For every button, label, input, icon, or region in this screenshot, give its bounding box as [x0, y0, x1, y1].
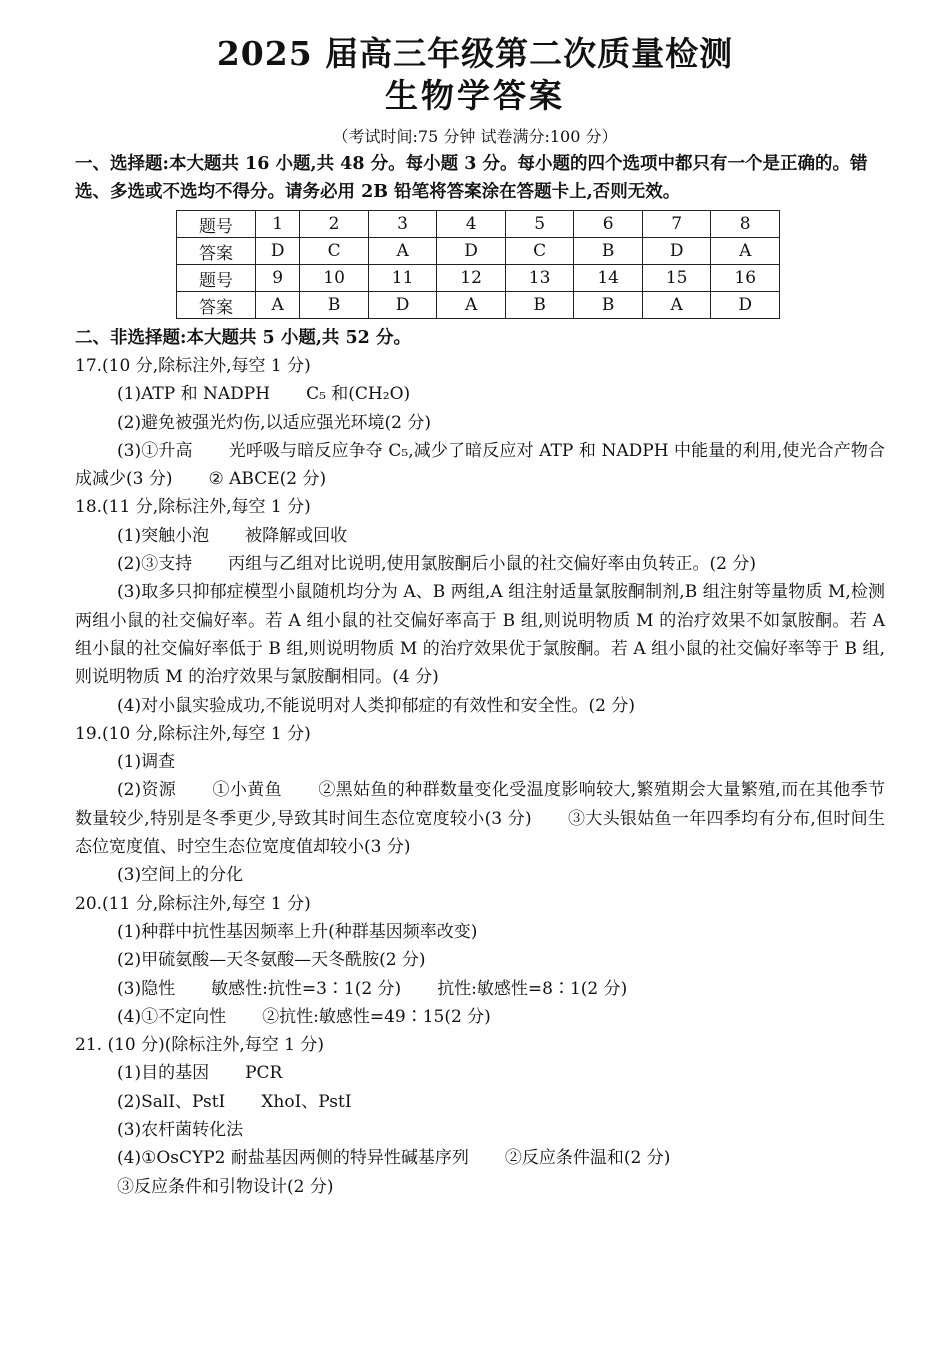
question-number: 14	[574, 265, 643, 292]
q19-heading: 19.(10 分,除标注外,每空 1 分)	[75, 723, 311, 744]
q21-answer-4	[75, 1144, 885, 1172]
table-row	[177, 211, 780, 238]
q21-answer-2-part2: XhoI、PstI	[261, 1091, 352, 1112]
answer-cell: A	[368, 238, 437, 265]
row-label-number: 题号	[177, 211, 256, 238]
q21-answer-4-part2: ②反应条件温和(2 分)	[504, 1148, 671, 1169]
exam-title: 2025 届高三年级第二次质量检测	[216, 34, 734, 73]
question-number: 11	[368, 265, 437, 292]
answer-cell: A	[642, 292, 711, 319]
q18-answer-2-part2: 丙组与乙组对比说明,使用氯胺酮后小鼠的社交偏好率由负转正。(2 分)	[228, 554, 756, 575]
answer-cell: A	[437, 292, 506, 319]
answer-cell: D	[368, 292, 437, 319]
q21-answer-5: ③反应条件和引物设计(2 分)	[117, 1176, 334, 1197]
question-number: 9	[256, 265, 300, 292]
answer-cell: D	[437, 238, 506, 265]
row-label-number: 题号	[177, 265, 256, 292]
answer-cell: C	[505, 238, 574, 265]
exam-info: （考试时间:75 分钟 试卷满分:100 分）	[332, 127, 618, 146]
section2-intro: 二、非选择题:本大题共 5 小题,共 52 分。	[75, 328, 411, 348]
question-number: 13	[505, 265, 574, 292]
q19-answer-2	[75, 776, 885, 861]
q17-answer-3-part3: ② ABCE(2 分)	[208, 469, 327, 490]
table-row	[177, 265, 780, 292]
question-number: 8	[711, 211, 780, 238]
q19-answer-2-part1: (2)资源	[117, 780, 177, 801]
q18-heading: 18.(11 分,除标注外,每空 1 分)	[75, 497, 311, 518]
question-number: 2	[300, 211, 369, 238]
answer-cell: D	[711, 292, 780, 319]
q18-answer-1-part2: 被降解或回收	[245, 525, 348, 546]
row-label-answer: 答案	[177, 292, 256, 319]
q18-answer-3: (3)取多只抑郁症模型小鼠随机均分为 A、B 两组,A 组注射适量氯胺酮制剂,B 组注射等量物质 M,检测两组小鼠的社交偏好率。若 A 组小鼠的社交偏好率高于 B 组,则说明物质 M 的治疗效果不如氯胺酮。若 A 组小鼠的社交偏好率低于 B 组,则说明物质 M 的治疗效果优于氯胺酮。若 A 组小鼠的社交偏好率等于 B 组,则说明物质 M 的治疗效果与氯胺酮相同。(4 分)	[75, 582, 885, 688]
q17-heading: 17.(10 分,除标注外,每空 1 分)	[75, 356, 311, 376]
q21-answer-1-part2: PCR	[245, 1063, 283, 1084]
question-number: 16	[711, 265, 780, 292]
q21-answer-2-part1: (2)SalI、PstI	[117, 1091, 226, 1112]
q19-answer-1: (1)调查	[117, 752, 176, 773]
answer-cell: D	[256, 238, 300, 265]
answer-cell: A	[256, 292, 300, 319]
answer-cell: D	[642, 238, 711, 265]
q21-answer-1	[75, 1059, 885, 1087]
answer-cell: B	[300, 292, 369, 319]
q20-answer-3-part1: (3)隐性	[117, 978, 176, 999]
question-number: 1	[256, 211, 300, 238]
q17-answer-1	[75, 380, 885, 408]
q17-answer-1-part1: (1)ATP 和 NADPH	[117, 384, 271, 405]
q21-answer-1-part1: (1)目的基因	[117, 1063, 210, 1084]
q20-answer-2: (2)甲硫氨酸—天冬氨酸—天冬酰胺(2 分)	[117, 950, 426, 971]
question-number: 5	[505, 211, 574, 238]
q19-answer-3: (3)空间上的分化	[117, 865, 244, 886]
q21-answer-3: (3)农杆菌转化法	[117, 1120, 244, 1141]
question-number: 4	[437, 211, 506, 238]
q18-answer-2-part1: (2)③支持	[117, 554, 193, 575]
q21-answer-2	[75, 1088, 885, 1116]
q20-answer-4	[75, 1003, 885, 1031]
q21-heading: 21. (10 分)(除标注外,每空 1 分)	[75, 1035, 325, 1056]
answer-cell: B	[574, 238, 643, 265]
q18-answer-2	[75, 550, 885, 578]
question-number: 7	[642, 211, 711, 238]
question-number: 15	[642, 265, 711, 292]
q19-answer-2-part4: ③大头银姑鱼一年四季均有分布,但时间生态位宽度值、时空生态位宽度值却较小(3 分)	[75, 808, 885, 858]
question-number: 3	[368, 211, 437, 238]
q17-answer-2: (2)避免被强光灼伤,以适应强光环境(2 分)	[117, 412, 431, 433]
q20-answer-1: (1)种群中抗性基因频率上升(种群基因频率改变)	[117, 921, 478, 942]
answer-table	[176, 210, 780, 319]
answer-cell: B	[505, 292, 574, 319]
q18-answer-4: (4)对小鼠实验成功,不能说明对人类抑郁症的有效性和安全性。(2 分)	[117, 695, 635, 716]
section2-answers	[75, 352, 885, 1201]
subject-title: 生物学答案	[385, 76, 565, 115]
q17-answer-3	[75, 437, 885, 494]
question-number: 12	[437, 265, 506, 292]
row-label-answer: 答案	[177, 238, 256, 265]
q20-heading: 20.(11 分,除标注外,每空 1 分)	[75, 893, 311, 914]
q17-answer-3-part2: 光呼吸与暗反应争夺 C₅,减少了暗反应对 ATP 和 NADPH 中能量的利用,使光合产物合成减少(3 分)	[75, 440, 885, 490]
q19-answer-2-part2: ①小黄鱼	[212, 780, 282, 801]
q17-answer-3-part1: (3)①升高	[117, 440, 193, 461]
q17-answer-1-part2: C₅ 和(CH₂O)	[306, 384, 411, 405]
q18-answer-1-part1: (1)突触小泡	[117, 525, 210, 546]
q18-answer-1	[75, 522, 885, 550]
q20-answer-4-part1: (4)①不定向性	[117, 1006, 227, 1027]
q20-answer-3	[75, 975, 885, 1003]
answer-cell: B	[574, 292, 643, 319]
q20-answer-3-part3: 抗性:敏感性=8∶1(2 分)	[437, 978, 628, 999]
answer-cell: A	[711, 238, 780, 265]
question-number: 10	[300, 265, 369, 292]
q20-answer-3-part2: 敏感性:抗性=3∶1(2 分)	[211, 978, 402, 999]
table-row	[177, 292, 780, 319]
q21-answer-4-part1: (4)①OsCYP2 耐盐基因两侧的特异性碱基序列	[117, 1148, 469, 1169]
q19-answer-2-part3: ②黑姑鱼的种群数量变化受温度影响较大,繁殖期会大量繁殖,而在其他季节数量较少,特别是冬季更少,导致其时间生态位宽度较小(3 分)	[75, 780, 885, 829]
table-row	[177, 238, 780, 265]
section1-intro: 一、选择题:本大题共 16 小题,共 48 分。每小题 3 分。每小题的四个选项中都只有一个是正确的。错选、多选或不选均不得分。请务必用 2B 铅笔将答案涂在答题卡上,否则无效。	[75, 154, 868, 202]
q20-answer-4-part2: ②抗性:敏感性=49∶15(2 分)	[262, 1006, 491, 1027]
answer-cell: C	[300, 238, 369, 265]
question-number: 6	[574, 211, 643, 238]
